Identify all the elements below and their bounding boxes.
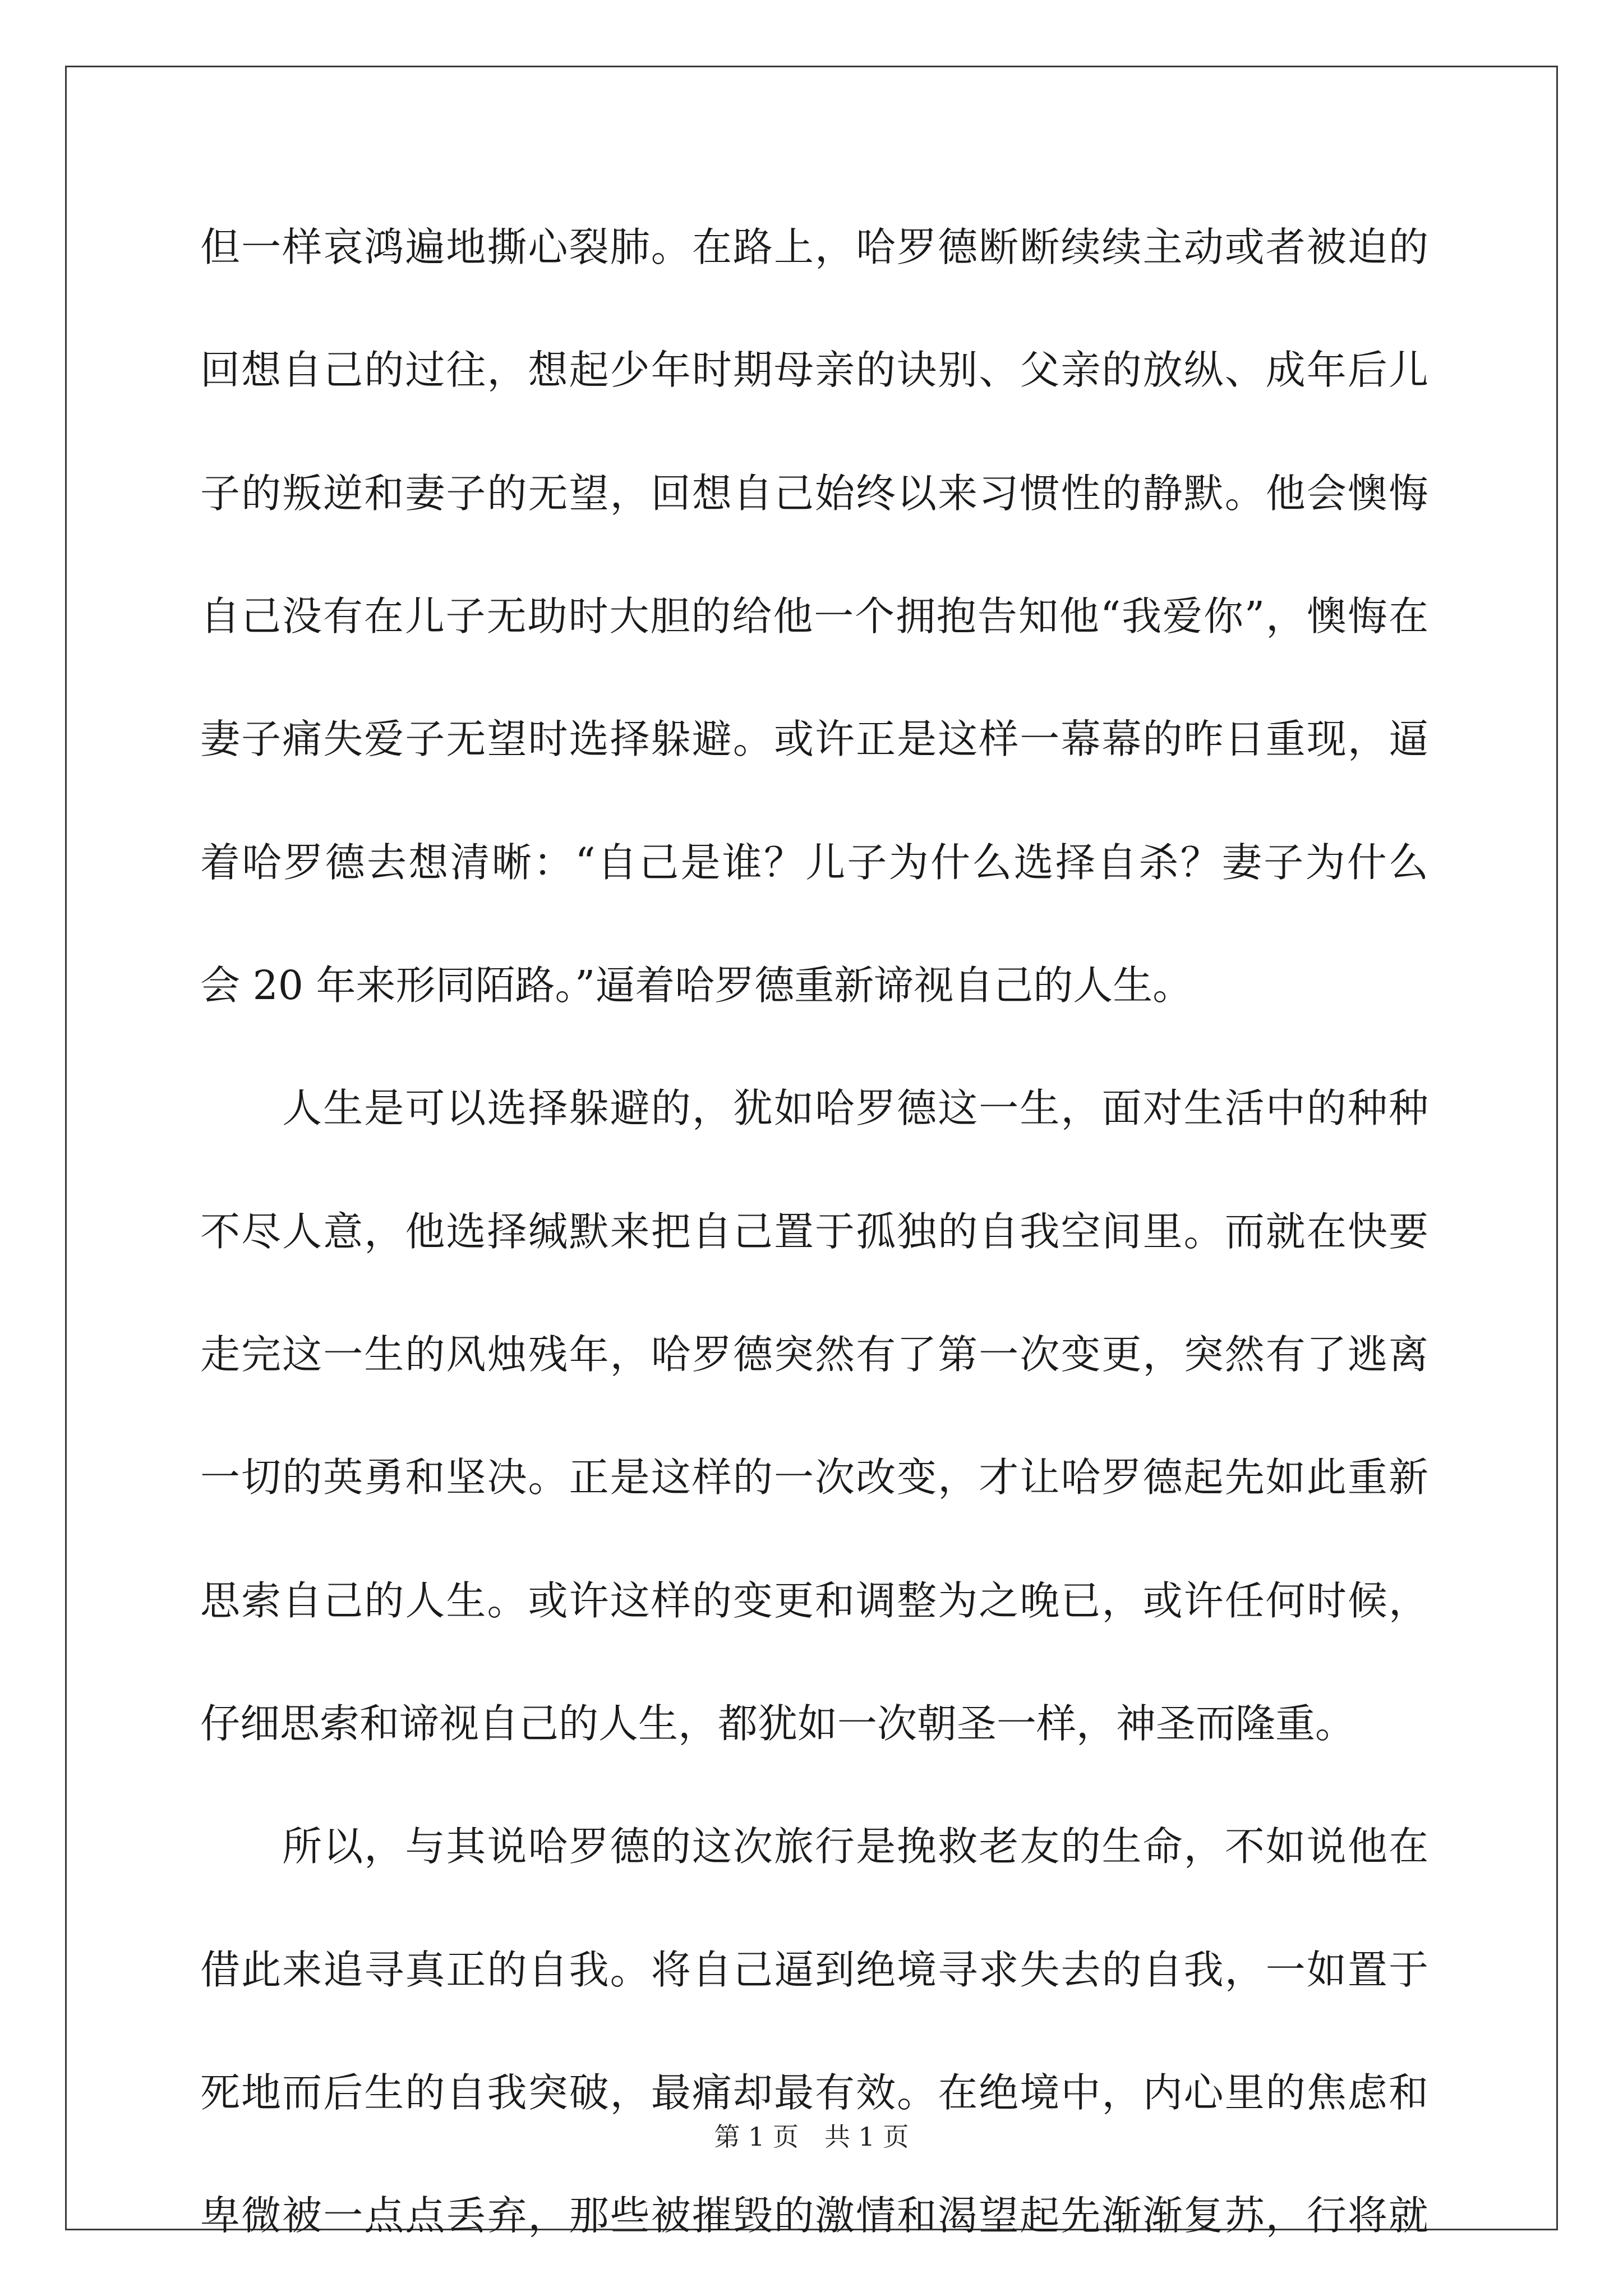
text-line: 所以，与其说哈罗德的这次旅行是挽救老友的生命，不如说他在 [200,1823,1428,1870]
text-line: 借此来追寻真正的自我。将自己逼到绝境寻求失去的自我，一如置于 [200,1947,1428,1993]
text-line: 思索自己的人生。或许这样的变更和调整为之晚已，或许任何时候， [200,1577,1428,1624]
text-line: 仔细思索和谛视自己的人生，都犹如一次朝圣一样，神圣而隆重。 [200,1700,1355,1747]
text-line: 人生是可以选择躲避的，犹如哈罗德这一生，面对生活中的种种 [200,1085,1428,1131]
text-line: 自己没有在儿子无助时大胆的给他一个拥抱告知他“我爱你”，懊悔在 [200,593,1428,639]
page-number-total: 共 1 页 [824,2122,909,2152]
text-line: 回想自己的过往，想起少年时期母亲的诀别、父亲的放纵、成年后儿 [200,347,1428,393]
text-line: 死地而后生的自我突破，最痛却最有效。在绝境中，内心里的焦虑和 [200,2069,1428,2116]
text-line: 走完这一生的风烛残年，哈罗德突然有了第一次变更，突然有了逃离 [200,1331,1428,1378]
text-line: 着哈罗德去想清晰：“自己是谁？儿子为什么选择自杀？妻子为什么 [200,839,1428,886]
text-line: 卑微被一点点丢弃，那些被摧毁的激情和渴望起先渐渐复苏，行将就 [200,2192,1428,2239]
text-line: 会 20 年来形同陌路。”逼着哈罗德重新谛视自己的人生。 [200,962,1193,1009]
page-footer [0,2120,1623,2154]
page-number-current: 第 1 页 [714,2122,799,2152]
text-line: 不尽人意，他选择缄默来把自己置于孤独的自我空间里。而就在快要 [200,1208,1428,1255]
text-line: 子的叛逆和妻子的无望，回想自己始终以来习惯性的静默。他会懊悔 [200,470,1428,517]
text-line: 但一样哀鸿遍地撕心裂肺。在路上，哈罗德断断续续主动或者被迫的 [200,224,1428,270]
text-line: 妻子痛失爱子无望时选择躲避。或许正是这样一幕幕的昨日重现，逼 [200,716,1428,762]
text-line: 一切的英勇和坚决。正是这样的一次改变，才让哈罗德起先如此重新 [200,1454,1428,1501]
